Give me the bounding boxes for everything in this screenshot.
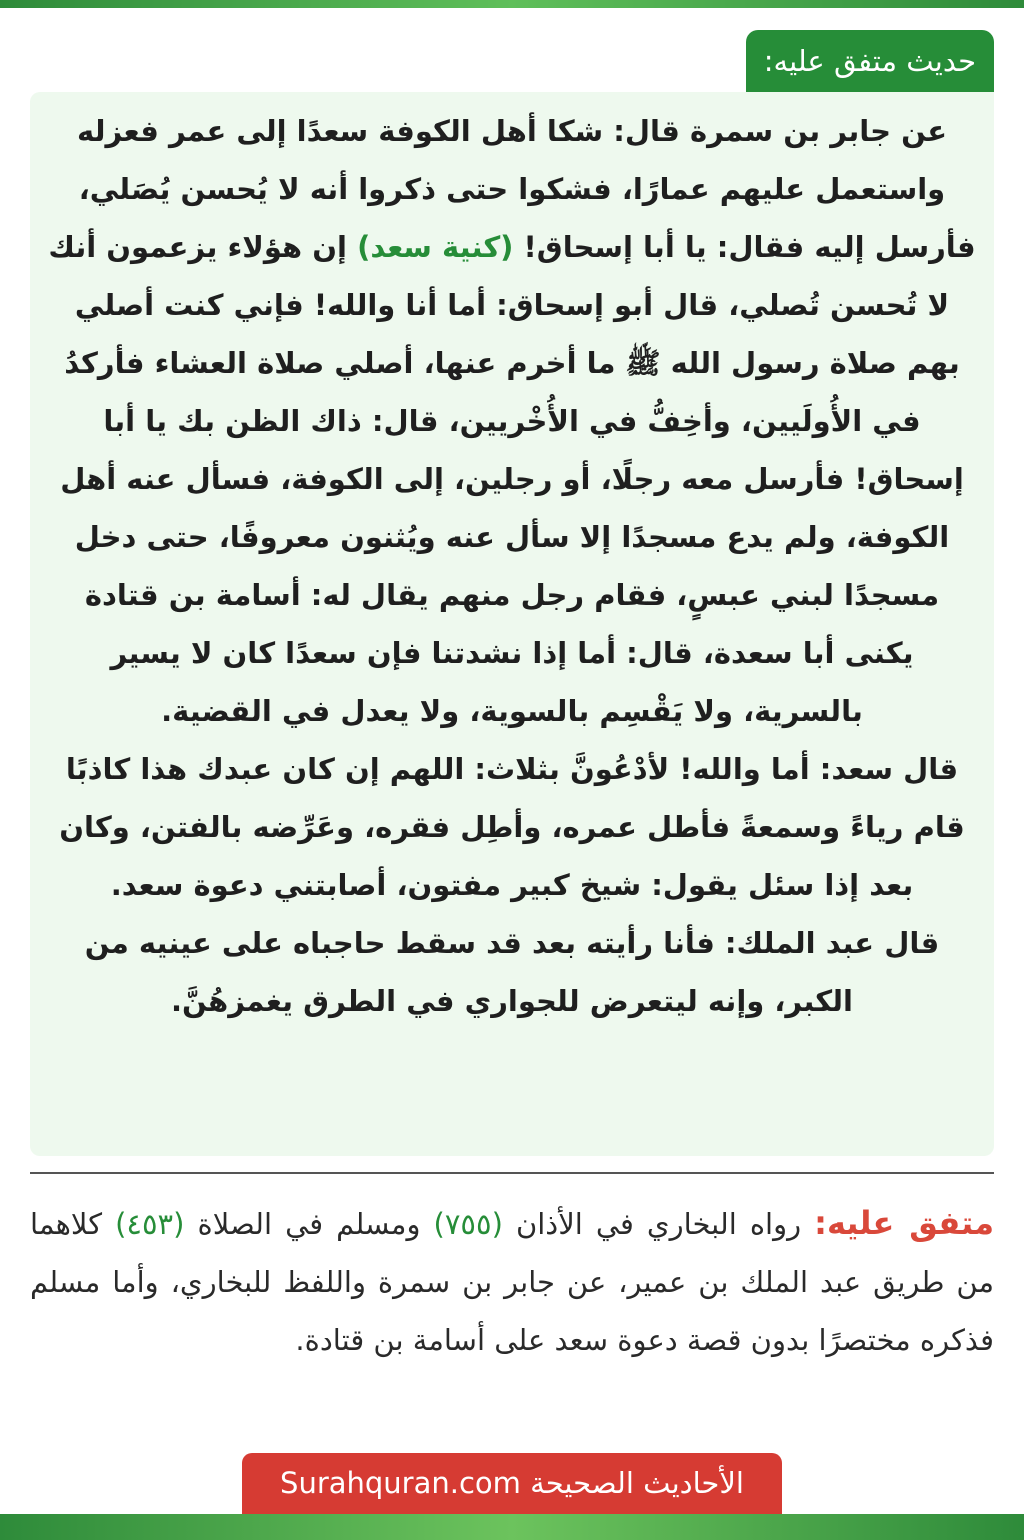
source-text: كلاهما من طريق عبد الملك بن عمير، عن جابر بن سمرة واللفظ للبخاري، وأما مسلم فذكره مختصرًا بدون قصة دعوة سعد على أسامة بن قتادة.: [30, 1207, 994, 1357]
section-title-tag: حديث متفق عليه:: [746, 30, 994, 92]
top-decorative-bar: [0, 0, 1024, 8]
bukhari-number: (٧٥٥): [433, 1207, 503, 1241]
hadith-text: [48, 102, 976, 1030]
source-text: ومسلم في الصلاة: [197, 1207, 421, 1241]
hadith-text-segment: إن هؤلاء يزعمون أنك لا تُحسن تُصلي، قال أبو إسحاق: أما أنا والله! فإني كنت أصلي بهم صلاة رسول الله ﷺ ما أخرم عنها، أصلي صلاة العشاء فأركدُ في الأُولَيين، وأخِفُّ في الأُخْريين، قال: ذاك الظن بك يا أبا إسحاق! فأرسل معه رجلًا، أو رجلين، إلى الكوفة، فسأل عنه أهل الكوفة، ولم يدع مسجدًا إلا سأل عنه ويُثنون معروفًا، حتى دخل مسجدًا لبني عبسٍ، فقام رجل منهم يقال له: أسامة بن قتادة يكنى أبا سعدة، قال: أما إذا نشدتنا فإن سعدًا كان لا يسير بالسرية، ولا يَقْسِم بالسوية، ولا يعدل في القضية.: [48, 230, 964, 728]
hadith-paragraph-1: [48, 102, 976, 740]
footer-site-badge: الأحاديث الصحيحة Surahquran.com: [242, 1453, 782, 1514]
bottom-decorative-bar: [0, 1514, 1024, 1540]
section-divider: [30, 1172, 994, 1174]
hadith-text-segment: عن جابر بن سمرة قال: شكا أهل الكوفة سعدًا إلى عمر فعزله واستعمل عليهم عمارًا، فشكوا حتى ذكروا أنه لا يُحسن يُصَلي، فأرسل إليه فقال: يا أبا إسحاق!: [77, 114, 976, 264]
hadith-box: [30, 92, 994, 1156]
hadith-paragraph-3: قال عبد الملك: فأنا رأيته بعد قد سقط حاجباه على عينيه من الكبر، وإنه ليتعرض للجواري في الطرق يغمزهُنَّ.: [84, 926, 940, 1018]
kunya-note: (كنية سعد): [357, 230, 514, 264]
hadith-paragraph-2: قال سعد: أما والله! لأدْعُونَّ بثلاث: اللهم إن كان عبدك هذا كاذبًا قام رياءً وسمعةً فأطل عمره، وأطِل فقره، وعَرِّضه بالفتن، وكان بعد إذا سئل يقول: شيخ كبير مفتون، أصابتني دعوة سعد.: [59, 752, 965, 902]
source-text: رواه البخاري في الأذان: [515, 1207, 802, 1241]
muslim-number: (٤٥٣): [115, 1207, 185, 1241]
source-reference: [30, 1194, 994, 1369]
source-label: متفق عليه:: [814, 1204, 995, 1242]
